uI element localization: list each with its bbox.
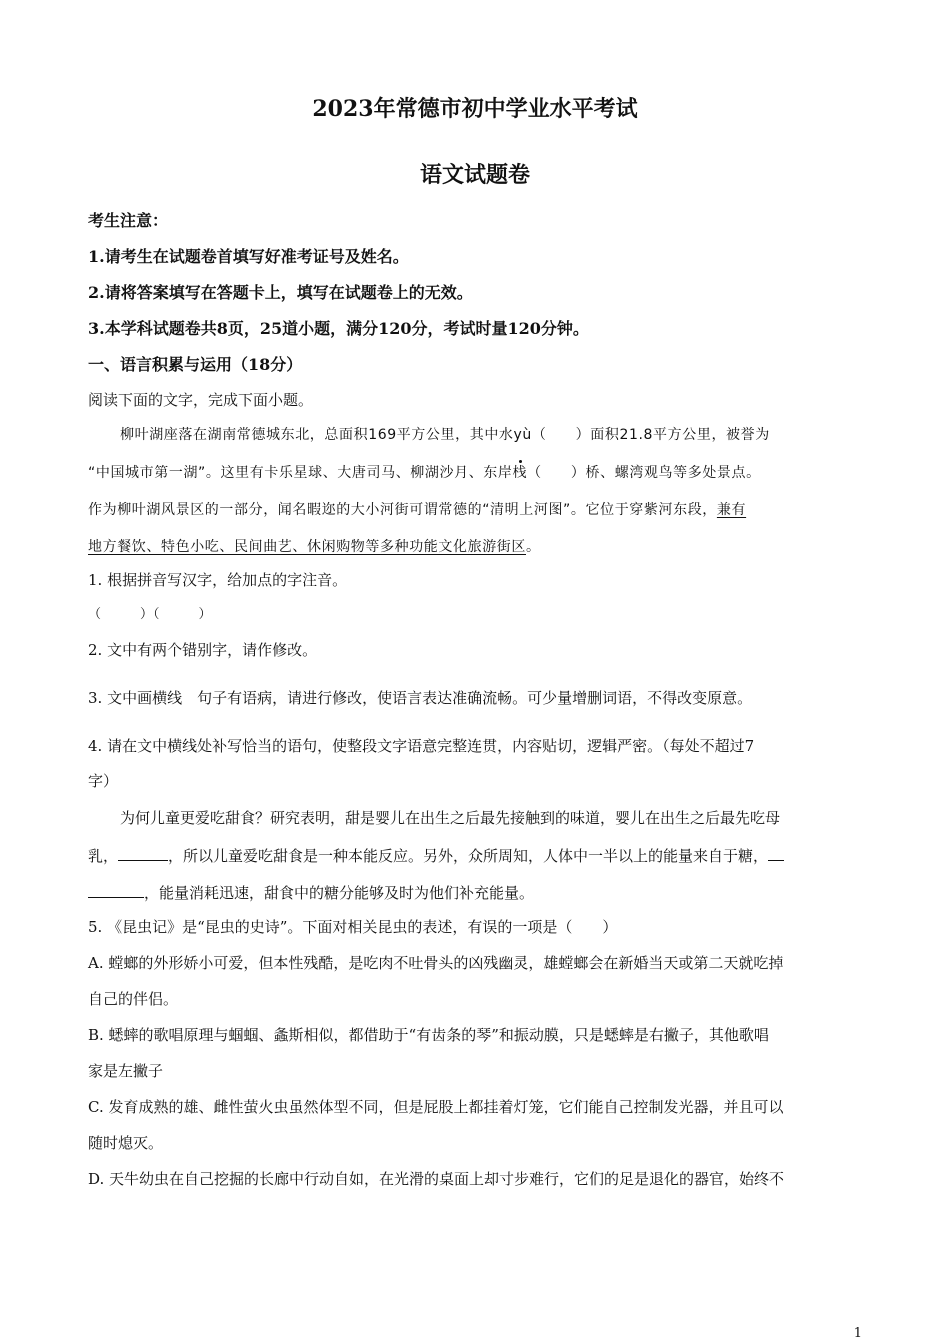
answer-parentheses: （ ）（ ） — [88, 607, 212, 622]
option-c-cont: 随时熄灭。 — [88, 1134, 164, 1152]
passage-text: 乳， — [88, 847, 119, 865]
q4-passage-line-3 — [88, 883, 863, 903]
dotted-character: 栈 — [512, 465, 528, 481]
option-a: A. 螳螂的外形娇小可爱，但本性残酷，是吃肉不吐骨头的凶残幽灵，雄螳螂会在新婚当天或第二天就吃掉 — [88, 954, 784, 972]
question-4: 4. 请在文中横线处补写恰当的语句，使整段文字语意完整连贯，内容贴切，逻辑严密。（每处不超过7 — [88, 737, 755, 755]
question-3: 3. 文中画横线 句子有语病，请进行修改，使语言表达准确流畅。可少量增删词语，不得改变原意。 — [88, 689, 753, 707]
passage-line-1: 柳叶湖座落在湖南常德城东北，总面积169平方公里，其中水yù（ ）面积21.8平方公里，被誉为 — [120, 427, 770, 443]
option-d: D. 天牛幼虫在自己挖掘的长廊中行动自如，在光滑的桌面上却寸步难行，它们的足是退化的器官，始终不 — [88, 1170, 785, 1188]
fill-blank — [768, 846, 784, 861]
passage-text: 作为柳叶湖风景区的一部分，闻名暇迩的大小河街可谓常德的“清明上河图”。它位于穿紫河东段， — [88, 502, 717, 518]
underlined-sentence: 地方餐饮、特色小吃、民间曲艺、休闲购物等多种功能文化旅游街区 — [88, 539, 526, 555]
notice-item-3: 3.本学科试题卷共8页，25道小题，满分120分，考试时量120分钟。 — [88, 319, 589, 338]
page-number: 1 — [853, 1326, 862, 1341]
passage-text: 。 — [526, 539, 541, 555]
notice-item-1: 1.请考生在试题卷首填写好准考证号及姓名。 — [88, 247, 409, 266]
question-1: 1. 根据拼音写汉字，给加点的字注音。 — [88, 571, 348, 589]
fill-blank — [88, 883, 144, 898]
reading-intro: 阅读下面的文字，完成下面小题。 — [88, 391, 314, 409]
question-2: 2. 文中有两个错别字，请作修改。 — [88, 641, 318, 659]
section-heading: 一、语言积累与运用（18分） — [88, 355, 303, 374]
passage-line-3 — [88, 500, 863, 520]
option-b: B. 蟋蟀的歌唱原理与蝈蝈、螽斯相似，都借助于“有齿条的琴”和振动膜，只是蟋蟀是右撇子，其他歌唱 — [88, 1026, 769, 1044]
passage-text: ，所以儿童爱吃甜食是一种本能反应。另外，众所周知，人体中一半以上的能量来自于糖， — [168, 847, 769, 865]
option-a-cont: 自己的伴侣。 — [88, 990, 179, 1008]
option-b-cont: 家是左撇子 — [88, 1062, 164, 1080]
passage-text: “中国城市第一湖”。这里有卡乐星球、大唐司马、柳湖沙月、东岸 — [88, 465, 513, 481]
underlined-sentence: 兼有 — [716, 502, 747, 518]
passage-text: （ ）桥、螺湾观鸟等多处景点。 — [527, 465, 761, 481]
question-4-cont: 字） — [88, 772, 119, 790]
q4-passage-line-1: 为何儿童更爱吃甜食？研究表明，甜是婴儿在出生之后最先接触到的味道，婴儿在出生之后最先吃母 — [120, 809, 781, 827]
exam-subtitle: 语文试题卷 — [419, 162, 530, 188]
passage-line-2 — [88, 463, 863, 483]
notice-item-2: 2.请将答案填写在答题卡上，填写在试题卷上的无效。 — [88, 283, 473, 302]
question-5: 5. 《昆虫记》是“昆虫的史诗”。下面对相关昆虫的表述，有误的一项是（ ） — [88, 918, 618, 936]
q4-passage-line-2 — [88, 846, 863, 866]
passage-line-4 — [88, 537, 863, 557]
passage-text: ，能量消耗迅速，甜食中的糖分能够及时为他们补充能量。 — [144, 884, 535, 902]
option-c: C. 发育成熟的雄、雌性萤火虫虽然体型不同，但是屁股上都挂着灯笼，它们能自己控制发光器，并且可以 — [88, 1098, 784, 1116]
exam-title: 2023年常德市初中学业水平考试 — [312, 96, 638, 122]
notice-heading: 考生注意： — [88, 211, 169, 230]
fill-blank — [118, 846, 168, 861]
